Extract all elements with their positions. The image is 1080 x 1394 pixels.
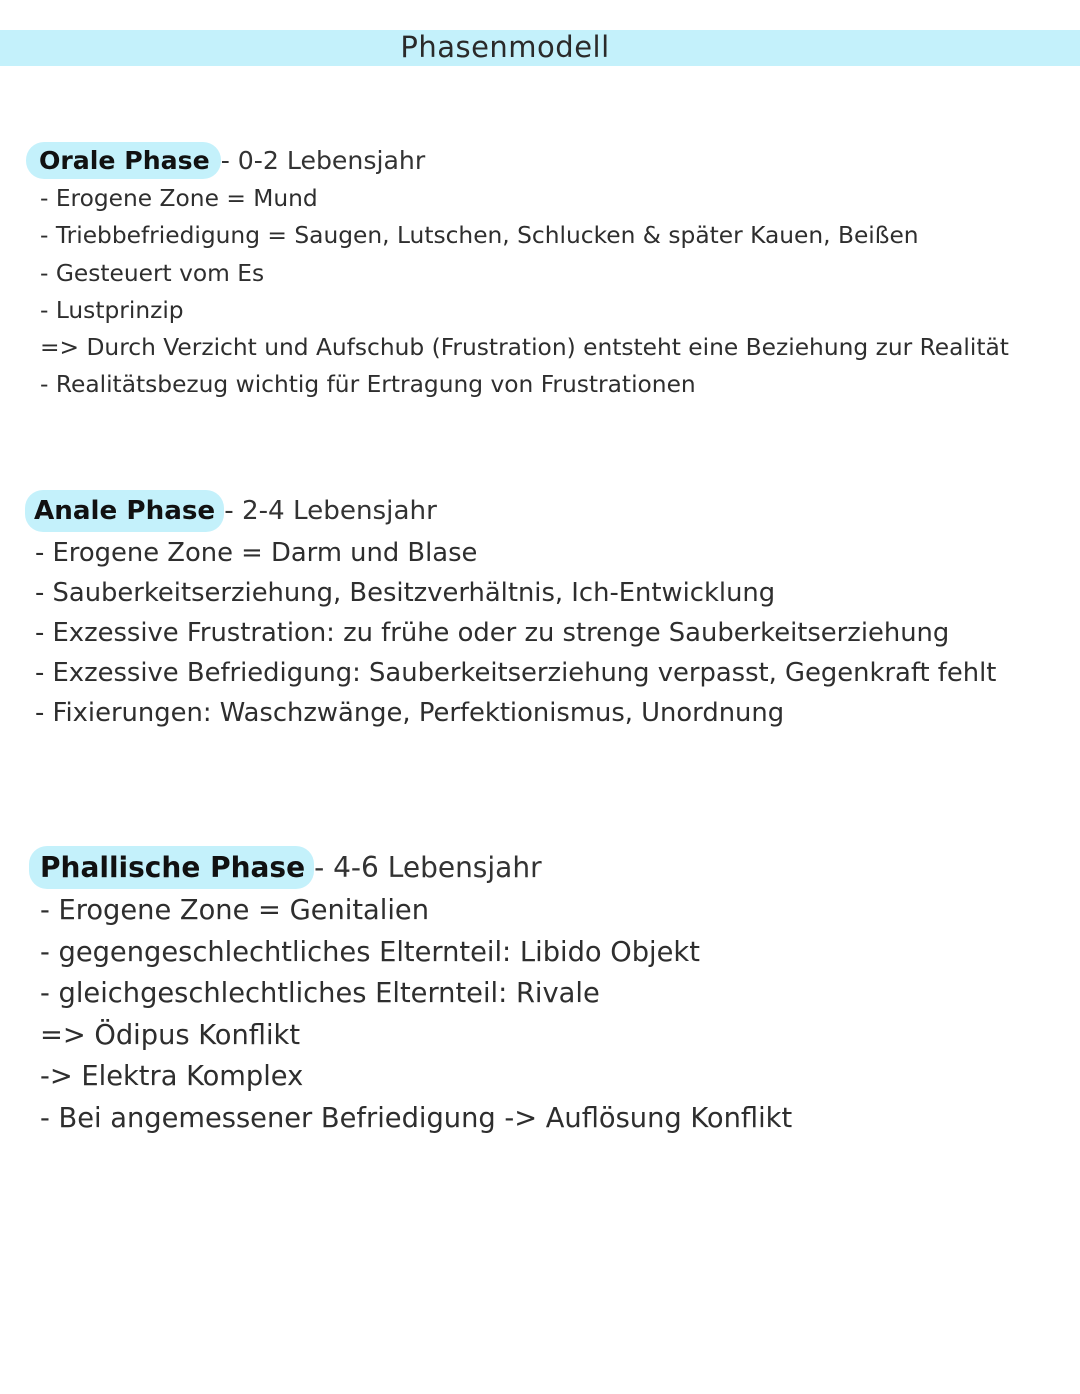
section-line: - Exzessive Befriedigung: Sauberkeitserziehung verpasst, Gegenkraft fehlt <box>35 658 997 688</box>
page-title: Phasenmodell <box>400 30 610 64</box>
section-line: - Erogene Zone = Genitalien <box>40 895 430 926</box>
section-heading-row <box>25 490 1080 533</box>
section-line: - gegengeschlechtliches Elternteil: Libido Objekt <box>40 936 700 968</box>
section-age-range: - 0-2 Lebensjahr <box>220 146 426 175</box>
section-anale-phase <box>0 490 1080 733</box>
section-heading-row <box>29 846 1080 890</box>
section-line: - Realitätsbezug wichtig für Ertragung von Frustrationen <box>40 371 696 399</box>
section-orale-phase <box>0 142 1080 404</box>
section-line: - Sauberkeitserziehung, Besitzverhältnis, Ich-Entwicklung <box>35 578 776 608</box>
title-bar <box>0 30 1080 66</box>
section-line: - Gesteuert vom Es <box>40 259 265 287</box>
section-line: - Fixierungen: Waschzwänge, Perfektionismus, Unordnung <box>35 698 785 728</box>
section-line: - Erogene Zone = Mund <box>40 185 318 212</box>
section-line: => Ödipus Konflikt <box>40 1019 301 1051</box>
section-line: => Durch Verzicht und Aufschub (Frustration) entsteht eine Beziehung zur Realität <box>40 334 1009 362</box>
section-line: - Lustprinzip <box>40 296 184 324</box>
section-heading: Orale Phase <box>26 142 221 179</box>
section-phallische-phase <box>0 846 1080 1140</box>
section-heading: Anale Phase <box>25 490 224 532</box>
section-age-range: - 4-6 Lebensjahr <box>314 851 542 884</box>
section-line: - Erogene Zone = Darm und Blase <box>35 538 478 568</box>
section-line: -> Elektra Komplex <box>40 1061 304 1093</box>
section-line: - Exzessive Frustration: zu frühe oder zu strenge Sauberkeitserziehung <box>35 618 950 648</box>
section-line: - Triebbefriedigung = Saugen, Lutschen, Schlucken & später Kauen, Beißen <box>40 222 919 250</box>
section-heading: Phallische Phase <box>29 846 314 889</box>
section-heading-row <box>26 142 1080 180</box>
section-age-range: - 2-4 Lebensjahr <box>224 496 437 526</box>
section-line: - Bei angemessener Befriedigung -> Auflösung Konflikt <box>40 1102 793 1134</box>
section-line: - gleichgeschlechtliches Elternteil: Rivale <box>40 978 600 1010</box>
